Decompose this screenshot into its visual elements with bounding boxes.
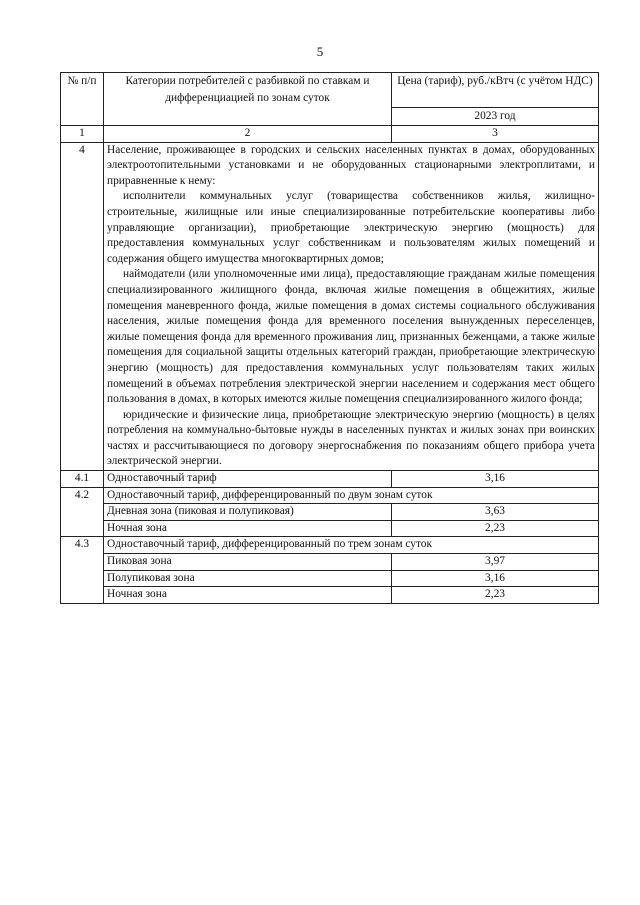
header-category: Категории потребителей с разбивкой по ставкам и дифференциацией по зонам суток xyxy=(104,73,392,126)
column-number-row xyxy=(61,126,599,143)
zone-price: 2,23 xyxy=(392,587,599,604)
paragraph: юридические и физические лица, приобретающие электрическую энергию (мощность) в целях потребления на коммунально-бытовые нужды в населенных пунктах и жилых зонах при воинских частях и рассчитывающиеся по договору энергоснабжения по показаниям общего прибора учета электрической энергии. xyxy=(107,408,595,468)
col-number: 2 xyxy=(104,126,392,143)
row-number: 4 xyxy=(61,142,104,470)
tariff-label: Одноставочный тариф xyxy=(104,471,392,488)
table-row xyxy=(61,142,599,470)
tariff-label: Одноставочный тариф, дифференцированный по трем зонам суток xyxy=(104,537,599,554)
row-number: 4.3 xyxy=(61,537,104,603)
col-number: 1 xyxy=(61,126,104,143)
zone-label: Пиковая зона xyxy=(104,554,392,571)
header-year: 2023 год xyxy=(392,108,599,126)
header-num: № п/п xyxy=(61,73,104,126)
paragraph: исполнители коммунальных услуг (товарищества собственников жилья, жилищно-строительные, жилищные или иные специализированные потребительские кооперативы либо управляющие организации), приобретающие электрическую энергию (мощность) для предоставления коммунальных услуг собственникам и пользователям жилых помещений и содержания общего имущества многоквартирных домов; xyxy=(107,190,595,265)
tariff-price: 3,16 xyxy=(392,471,599,488)
table-row xyxy=(61,487,599,504)
zone-price: 3,63 xyxy=(392,504,599,521)
header-price: Цена (тариф), руб./кВтч (с учётом НДС) xyxy=(392,73,599,108)
paragraph: наймодатели (или уполномоченные ими лица), предоставляющие гражданам жилые помещения специализированного жилищного фонда, включая жилые помещения в общежитиях, жилые помещения маневренного фонда, жилые помещения в домах системы социального обслуживания населения, жилые помещения фонда для временного поселения вынужденных переселенцев, жилые помещения фонда для временного проживания лиц, признанных беженцами, а также жилые помещения для социальной защиты отдельных категорий граждан, приобретающие электрическую энергию (мощность) для предоставления коммунальных услуг пользователям таких жилых помещений в объемах потребления электрической энергии населением и содержания мест общего пользования в домах, в которых имеются жилые помещения специализированного жилого фонда; xyxy=(107,268,595,406)
tariff-table xyxy=(60,72,599,604)
row-number: 4.2 xyxy=(61,487,104,537)
table-row xyxy=(61,520,599,537)
zone-label: Ночная зона xyxy=(104,587,392,604)
paragraph: Население, проживающее в городских и сельских населенных пунктах в домах, оборудованных электроотопительными установками и не оборудованных стационарными электроплитами, и приравненные к нему: xyxy=(107,143,595,187)
zone-label: Дневная зона (пиковая и полупиковая) xyxy=(104,504,392,521)
row-number: 4.1 xyxy=(61,471,104,488)
zone-price: 3,97 xyxy=(392,554,599,571)
zone-price: 3,16 xyxy=(392,570,599,587)
page-number: 5 xyxy=(316,44,324,59)
table-row xyxy=(61,471,599,488)
table-row xyxy=(61,587,599,604)
population-description xyxy=(104,142,599,470)
table-row xyxy=(61,504,599,521)
tariff-label: Одноставочный тариф, дифференцированный по двум зонам суток xyxy=(104,487,599,504)
zone-label: Ночная зона xyxy=(104,520,392,537)
col-number: 3 xyxy=(392,126,599,143)
table-header-row xyxy=(61,73,599,108)
table-row xyxy=(61,537,599,554)
zone-label: Полупиковая зона xyxy=(104,570,392,587)
zone-price: 2,23 xyxy=(392,520,599,537)
table-row xyxy=(61,570,599,587)
table-row xyxy=(61,554,599,571)
